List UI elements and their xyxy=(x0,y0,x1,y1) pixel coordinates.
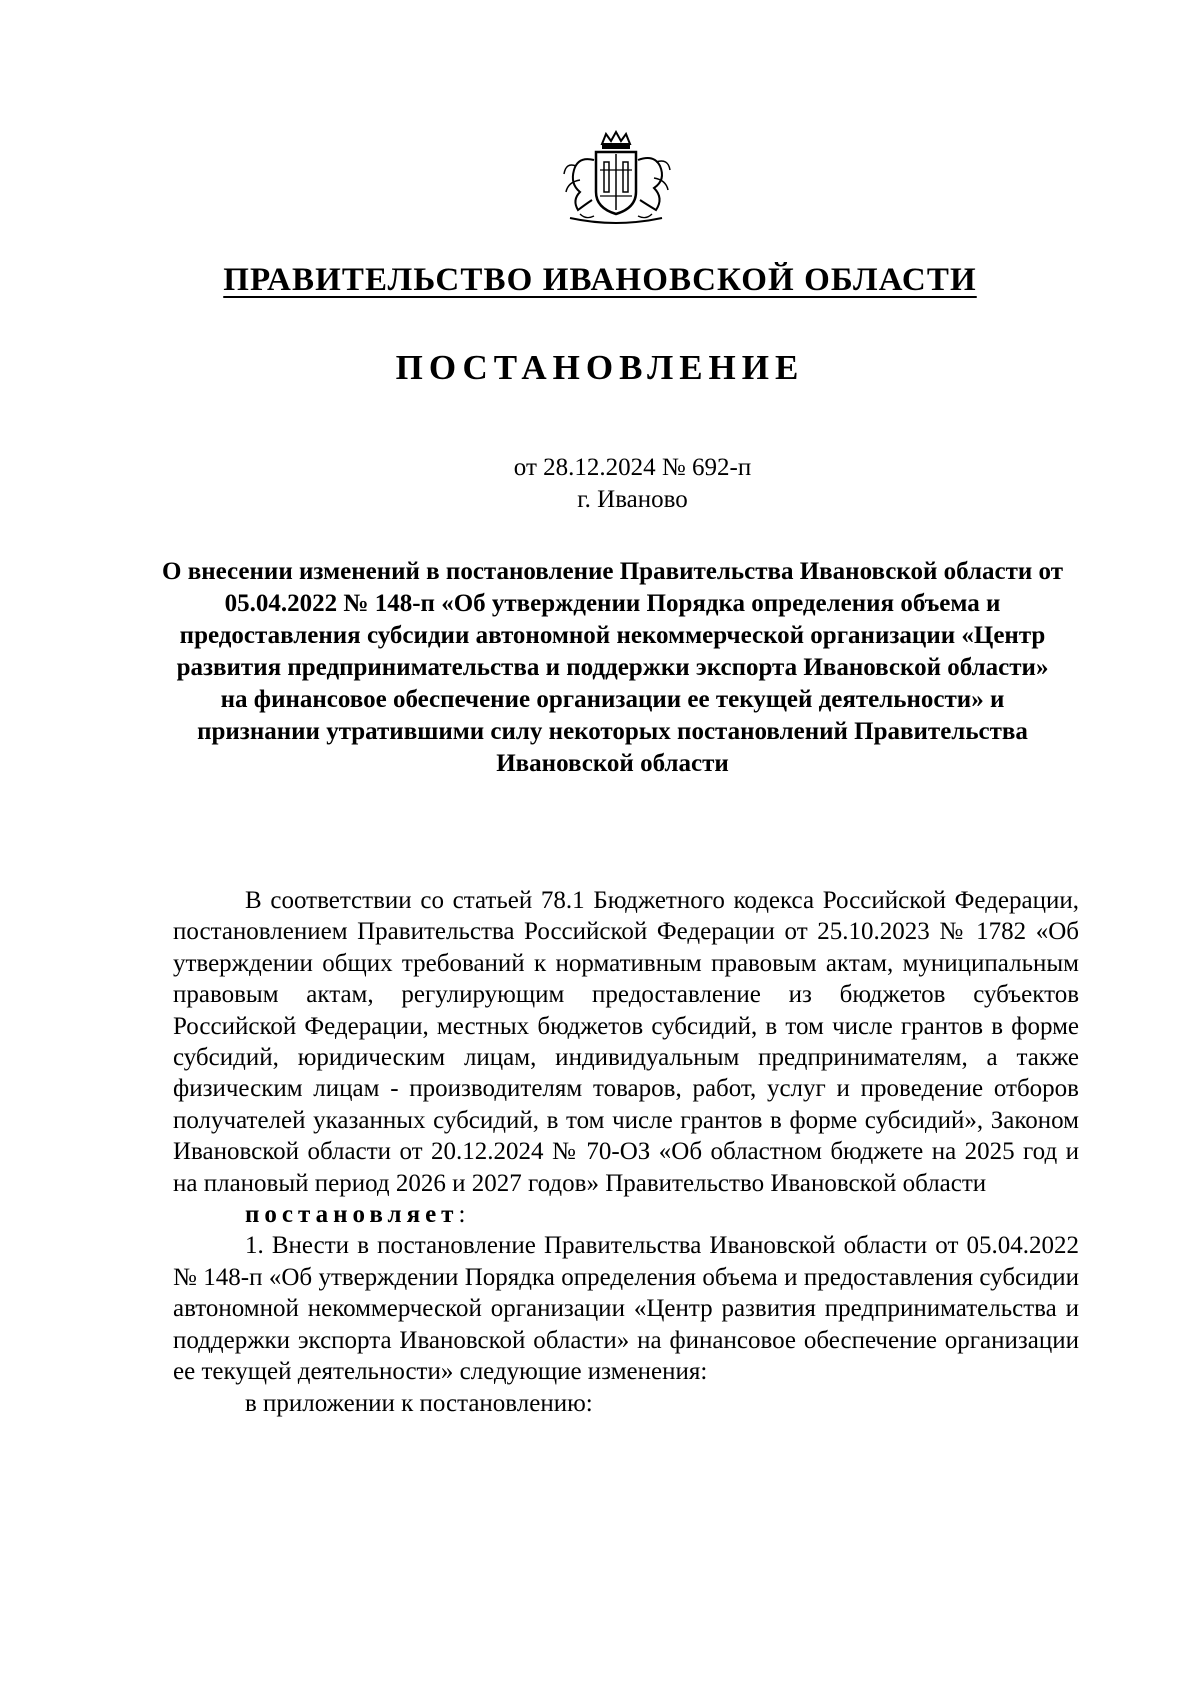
item-1-sub-text: в приложении к постановлению: xyxy=(245,1389,593,1417)
document-meta xyxy=(0,452,1200,516)
city: г. Иваново xyxy=(577,486,688,513)
resolves-colon: : xyxy=(458,1201,466,1229)
preamble-paragraph xyxy=(173,885,1079,1199)
date-number: от 28.12.2024 № 692-п xyxy=(513,454,752,481)
document-type: ПОСТАНОВЛЕНИЕ xyxy=(395,348,805,387)
resolves-word: постановляет xyxy=(245,1201,459,1229)
ivanovo-coat-of-arms-icon xyxy=(556,130,676,230)
item-1-subparagraph xyxy=(173,1388,1079,1419)
item-1-paragraph xyxy=(173,1230,1079,1387)
document-body xyxy=(173,885,1079,1419)
document-title: О внесении изменений в постановление Правительства Ивановской области от 05.04.2022 № 148-п «Об утверждении Порядка определения объема и предоставления субсидии автономной некоммерческой организации «Центр развития предпринимательства и поддержки экспорта Ивановской области» на финансовое обеспечение организации ее текущей деятельности» и признании утратившими силу некоторых постановлений Правительства Ивановской области xyxy=(162,558,1063,777)
preamble-text: В соответствии со статьей 78.1 Бюджетного кодекса Российской Федерации, постановлением Правительства Российской Федерации от 25.10.2023 № 1782 «Об утверждении общих требований к нормативным правовым актам, муниципальным правовым актам, регулирующим предоставление из бюджетов субъектов Российской Федерации, местных бюджетов субсидий, в том числе грантов в форме субсидий, юридическим лицам, индивидуальным предпринимателям, а также физическим лицам - производителям товаров, работ, услуг и проведение отборов получателей указанных субсидий, в том числе грантов в форме субсидий», Законом Ивановской области от 20.12.2024 № 70-ОЗ «Об областном бюджете на 2025 год и на плановый период 2026 и 2027 годов» Правительство Ивановской области xyxy=(173,887,1079,1197)
organization-name: ПРАВИТЕЛЬСТВО ИВАНОВСКОЙ ОБЛАСТИ xyxy=(223,262,977,298)
item-1-text: 1. Внести в постановление Правительства Ивановской области от 05.04.2022 № 148-п «Об утверждении Порядка определения объема и предоставления субсидии автономной некоммерческой организации «Центр развития предпринимательства и поддержки экспорта Ивановской области» на финансовое обеспечение организации ее текущей деятельности» следующие изменения: xyxy=(173,1232,1079,1386)
resolves-line xyxy=(173,1199,1079,1230)
